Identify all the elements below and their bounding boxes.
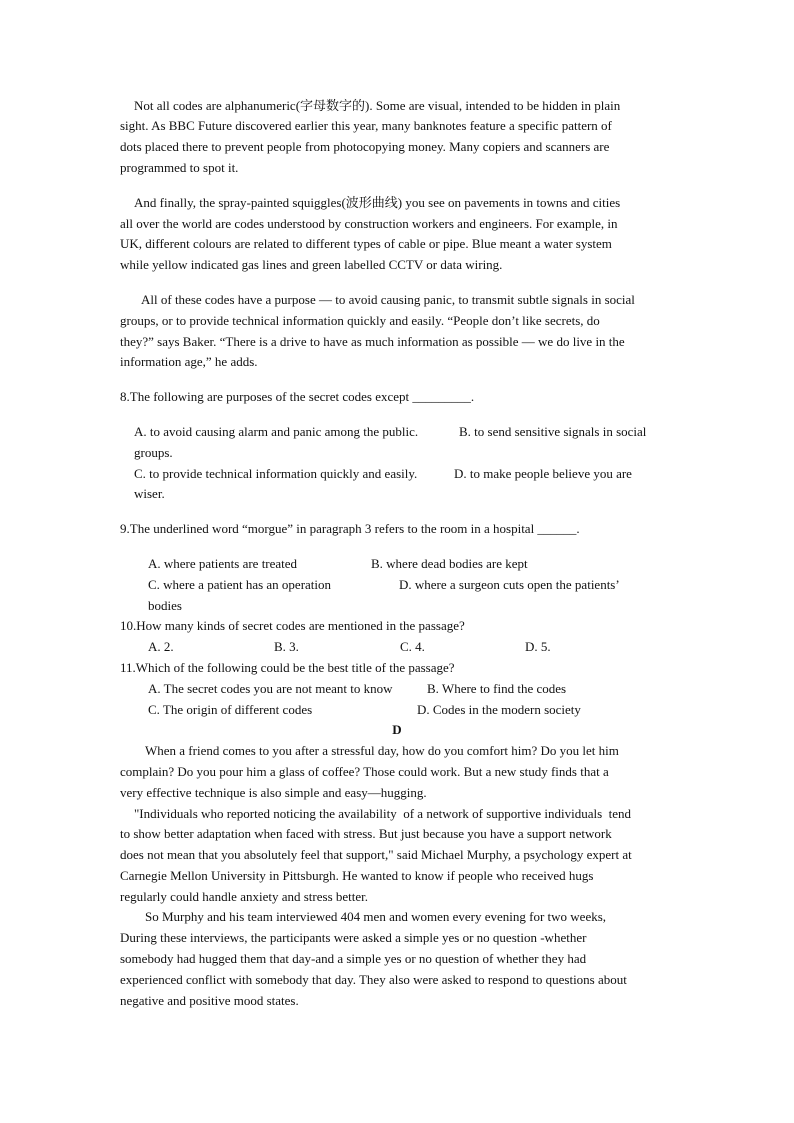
text-line: they?” says Baker. “There is a drive to have as much information as possible — we do live in the xyxy=(120,333,625,349)
text-line: UK, different colours are related to different types of cable or pipe. Blue meant a water system xyxy=(120,236,612,252)
text-line: information age,” he adds. xyxy=(120,354,258,370)
option-b: B. 3. xyxy=(274,639,299,655)
option-d: D. 5. xyxy=(525,639,551,655)
option-b: B. to send sensitive signals in social xyxy=(459,423,647,439)
text-line: somebody had hugged them that day-and a simple yes or no question of whether they had xyxy=(120,951,587,967)
question-9-options xyxy=(120,554,674,1012)
question-10-stem: 10.How many kinds of secret codes are mentioned in the passage? xyxy=(120,618,465,634)
text-line: groups, or to provide technical information quickly and easily. “People don’t like secrets, do xyxy=(120,312,600,328)
option-b-continuation: groups. xyxy=(134,444,173,460)
option-c: C. The origin of different codes xyxy=(148,701,313,717)
option-b: B. Where to find the codes xyxy=(427,680,567,696)
option-a: A. The secret codes you are not meant to know xyxy=(148,680,393,696)
text-line: negative and positive mood states. xyxy=(120,992,299,1008)
text-line: Not all codes are alphanumeric(字母数字的). Some are visual, intended to be hidden in plain xyxy=(134,97,621,113)
text-line: All of these codes have a purpose — to avoid causing panic, to transmit subtle signals in social xyxy=(141,291,635,307)
question-8-options xyxy=(120,422,674,505)
paragraph-alphanumeric-codes xyxy=(120,96,674,179)
option-d-continuation: wiser. xyxy=(134,486,165,502)
text-line: very effective technique is also simple and easy—hugging. xyxy=(120,784,427,800)
text-line: "Individuals who reported noticing the availability of a network of supportive individuals tend xyxy=(134,805,632,821)
document-content xyxy=(120,96,674,1012)
option-d: D. to make people believe you are xyxy=(454,465,632,481)
text-line: while yellow indicated gas lines and green labelled CCTV or data wiring. xyxy=(120,257,503,273)
text-line: programmed to spot it. xyxy=(120,159,239,175)
question-8 xyxy=(120,387,674,408)
text-line: regularly could handle anxiety and stress better. xyxy=(120,888,369,904)
section-d-heading: D xyxy=(392,722,402,738)
text-line: all over the world are codes understood by construction workers and engineers. For example, in xyxy=(120,215,618,231)
paragraph-spray-painted-squiggles xyxy=(120,193,674,276)
option-c: C. where a patient has an operation xyxy=(148,576,332,592)
text-line: When a friend comes to you after a stressful day, how do you comfort him? Do you let him xyxy=(145,743,619,759)
text-line: experienced conflict with somebody that day. They also were asked to respond to questions about xyxy=(120,971,627,987)
option-d: D. where a surgeon cuts open the patients’ xyxy=(399,576,620,592)
question-10-options xyxy=(120,637,674,658)
option-d-continuation: bodies xyxy=(148,597,182,613)
question-11-options-row-1 xyxy=(120,679,674,700)
text-line: Carnegie Mellon University in Pittsburgh. He wanted to know if people who received hugs xyxy=(120,867,594,883)
option-a: A. to avoid causing alarm and panic among the public. xyxy=(134,423,419,439)
question-stem: 8.The following are purposes of the secret codes except _________. xyxy=(120,389,475,405)
paragraph-codes-purpose xyxy=(120,290,674,373)
question-stem: 9.The underlined word “morgue” in paragraph 3 refers to the room in a hospital ______. xyxy=(120,521,580,537)
text-line: During these interviews, the participants were asked a simple yes or no question -whether xyxy=(120,930,587,946)
text-line: dots placed there to prevent people from photocopying money. Many copiers and scanners are xyxy=(120,139,610,155)
option-a: A. where patients are treated xyxy=(148,555,298,571)
text-line: So Murphy and his team interviewed 404 men and women every evening for two weeks, xyxy=(145,909,607,925)
text-line: does not mean that you absolutely feel that support," said Michael Murphy, a psychology expert at xyxy=(120,847,632,863)
option-d: D. Codes in the modern society xyxy=(417,701,581,717)
question-11-options-row-2 xyxy=(120,700,674,721)
text-line: to show better adaptation when faced with stress. But just because you have a support network xyxy=(120,826,612,842)
text-line: complain? Do you pour him a glass of coffee? Those could work. But a new study finds that a xyxy=(120,763,609,779)
option-a: A. 2. xyxy=(148,639,174,655)
text-line: sight. As BBC Future discovered earlier this year, many banknotes feature a specific pattern of xyxy=(120,118,612,134)
option-c: C. to provide technical information quickly and easily. xyxy=(134,465,418,481)
question-9 xyxy=(120,519,674,540)
option-b: B. where dead bodies are kept xyxy=(371,555,528,571)
question-11-stem: 11.Which of the following could be the best title of the passage? xyxy=(120,659,455,675)
option-c: C. 4. xyxy=(400,639,425,655)
text-line: And finally, the spray-painted squiggles(波形曲线) you see on pavements in towns and cities xyxy=(134,194,621,210)
